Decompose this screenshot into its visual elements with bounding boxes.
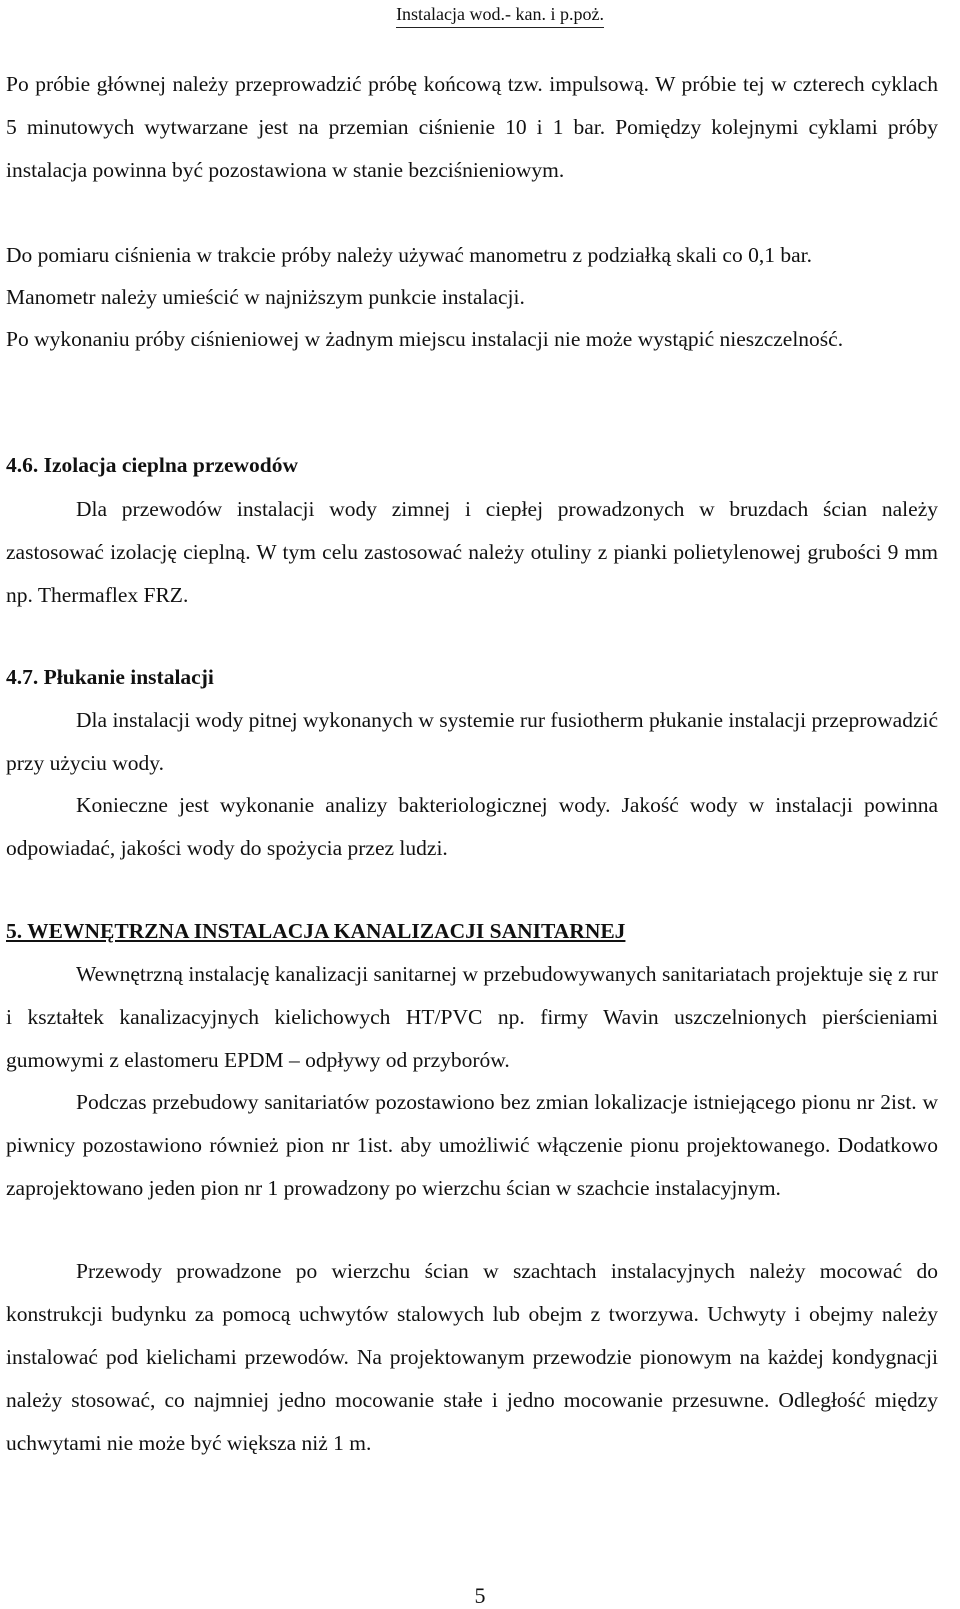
paragraph-manometer-placement: Manometr należy umieścić w najniższym punkcie instalacji. bbox=[6, 285, 525, 309]
section-heading-4-6: 4.6. Izolacja cieplna przewodów bbox=[6, 453, 299, 477]
paragraph-sewage-pipes: Wewnętrzną instalację kanalizacji sanitarnej w przebudowywanych sanitariatach projektuje się z rur i kształtek kanalizacyjnych kielichowych HT/PVC np. firmy Wavin uszczelnionych pierścieniami gumowymi z elastomeru EPDM – odpływy od przyborów. bbox=[6, 962, 938, 1072]
paragraph-risers: Podczas przebudowy sanitariatów pozostawiono bez zmian lokalizacje istniejącego pionu nr 2ist. w piwnicy pozostawiono również pion nr 1ist. aby umożliwić włączenie pionu projektowanego. Dodatkowo zaprojektowano jeden pion nr 1 prowadzony po wierzchu ścian w szachcie instalacyjnym. bbox=[6, 1090, 938, 1200]
section-heading-5: 5. WEWNĘTRZNA INSTALACJA KANALIZACJI SANITARNEJ bbox=[6, 919, 626, 943]
paragraph-flushing: Dla instalacji wody pitnej wykonanych w systemie rur fusiotherm płukanie instalacji przeprowadzić przy użyciu wody. bbox=[6, 708, 938, 775]
paragraph-leak-check: Po wykonaniu próby ciśnieniowej w żadnym miejscu instalacji nie może wystąpić nieszczelność. bbox=[6, 327, 844, 351]
paragraph-final-test: Po próbie głównej należy przeprowadzić próbę końcową tzw. impulsową. W próbie tej w czterech cyklach 5 minutowych wytwarzane jest na przemian ciśnienie 10 i 1 bar. Pomiędzy kolejnymi cyklami próby instalacja powinna być pozostawiona w stanie bezciśnieniowym. bbox=[6, 72, 938, 182]
page-number: 5 bbox=[474, 1583, 486, 1608]
paragraph-thermal-insulation: Dla przewodów instalacji wody zimnej i ciepłej prowadzonych w bruzdach ścian należy zastosować izolację cieplną. W tym celu zastosować należy otuliny z pianki polietylenowej grubości 9 mm np. Thermaflex FRZ. bbox=[6, 497, 938, 607]
running-header: Instalacja wod.- kan. i p.poż. bbox=[396, 4, 604, 28]
paragraph-mounting: Przewody prowadzone po wierzchu ścian w szachtach instalacyjnych należy mocować do konstrukcji budynku za pomocą uchwytów stalowych lub obejm z tworzywa. Uchwyty i obejmy należy instalować pod kielichami przewodów. Na projektowanym przewodzie pionowym na każdej kondygnacji należy stosować, co najmniej jedno mocowanie stałe i jedno mocowanie przesuwne. Odległość między uchwytami nie może być większa niż 1 m. bbox=[6, 1259, 938, 1455]
paragraph-manometer-scale: Do pomiaru ciśnienia w trakcie próby należy używać manometru z podziałką skali co 0,1 bar. bbox=[6, 243, 812, 267]
section-heading-4-7: 4.7. Płukanie instalacji bbox=[6, 665, 214, 689]
paragraph-water-analysis: Konieczne jest wykonanie analizy bakteriologicznej wody. Jakość wody w instalacji powinna odpowiadać, jakości wody do spożycia przez ludzi. bbox=[6, 793, 938, 860]
